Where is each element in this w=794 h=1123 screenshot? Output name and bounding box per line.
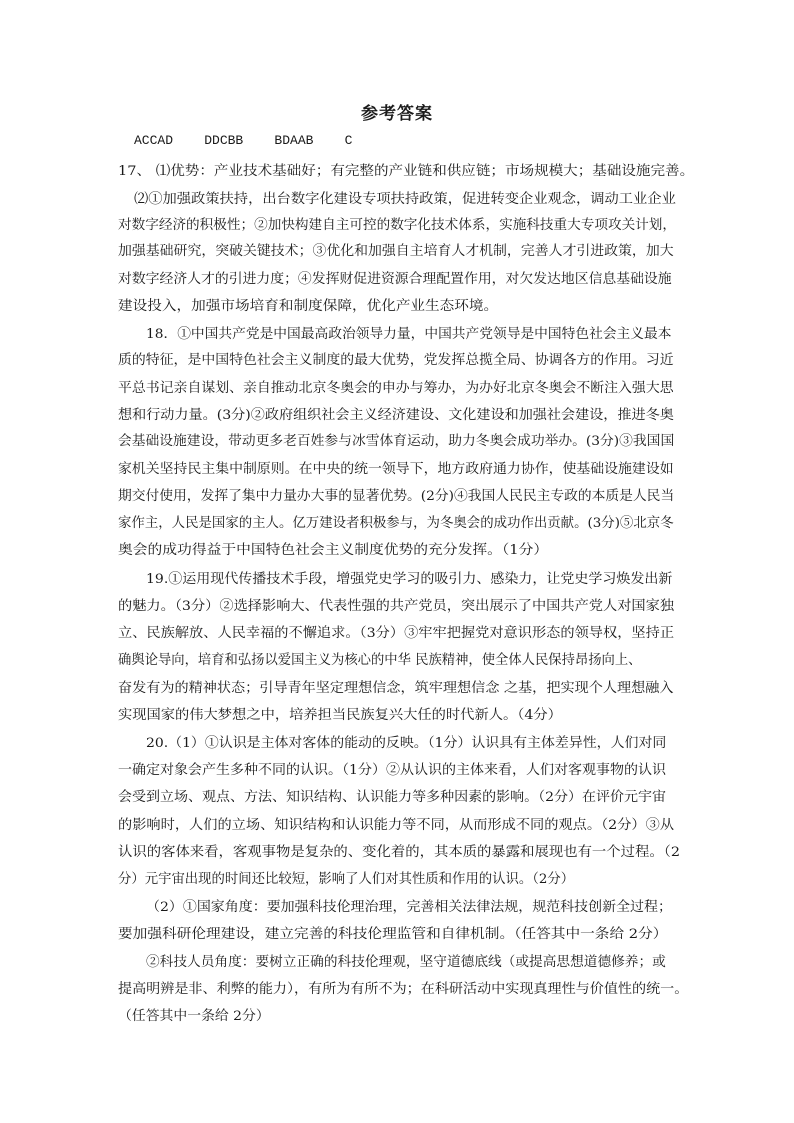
answer-20-line: 20.（1）①认识是主体对客体的能动的反映。（1分）认识具有主体差异性，人们对同 (146, 736, 667, 751)
answer-20-line: 认识的客体来看，客观事物是复杂的、变化着的，其本质的暴露和展现也有一个过程。（2 (118, 845, 681, 860)
answer-17-part2-line: 建设投入，加强市场培育和制度保障，优化产业生态环境。 (118, 299, 499, 314)
answer-20-part2-line: ②科技人员角度：要树立正确的科技伦理观，坚守道德底线（或提高思想道德修养；或 (146, 955, 666, 970)
answer-19-line: 的魅力。（3分）②选择影响大、代表性强的共产党员，突出展示了中国共产党人对国家独 (118, 599, 675, 614)
answer-18-line: 质的特征，是中国特色社会主义制度的最大优势，党发挥总揽全局、协调各方的作用。习近 (118, 353, 674, 368)
answer-18-line: 期交付使用，发挥了集中力量办大事的显著优势。(2分)④我国人民民主专政的本质是人民当 (118, 489, 675, 504)
answer-18-line: 平总书记亲自谋划、亲自推动北京冬奥会的申办与筹办，为办好北京冬奥会不断注入强大思 (118, 381, 674, 396)
answer-20-line: 分）元宇宙出现的时间还比较短，影响了人们对其性质和作用的认识。（2分） (118, 872, 575, 887)
answer-19-line: 19.①运用现代传播技术手段，增强党史学习的吸引力、感染力，让党史学习焕发出新 (146, 572, 673, 587)
answer-17-part2-line: 加强基础研究，突破关键技术；③优化和加强自主培育人才机制，完善人才引进政策，加大 (118, 244, 674, 259)
answer-20-line: 的影响时，人们的立场、知识结构和认识能力等不同，从而形成不同的观点。（2分）③从 (118, 818, 675, 833)
answer-19-line: 立、民族解放、人民幸福的不懈追求。（3分）③牢牢把握党对意识形态的领导权，坚持正 (118, 626, 675, 641)
answer-20-part2-line: （2）①国家角度：要加强科技伦理治理，完善相关法律法规，规范科技创新全过程； (146, 900, 672, 915)
answer-19-line: 确舆论导向，培育和弘扬以爱国主义为核心的中华 民族精神，使全体人民保持昂扬向上、 (118, 653, 642, 668)
answer-18-line: 会基础设施建设，带动更多老百姓参与冰雪体育运动，助力冬奥会成功举办。(3分)③我国国 (118, 434, 675, 449)
page-title: 参考答案 (361, 104, 433, 124)
answer-20-part2-line: （任答其中一条给 2分） (118, 1009, 270, 1024)
answer-18-line: 奥会的成功得益于中国特色社会主义制度优势的充分发挥。（1分） (118, 543, 549, 558)
answer-20-part2-line: 提高明辨是非、利弊的能力），有所为有所不为；在科研活动中实现真理性与价值性的统一。 (118, 982, 689, 997)
answer-18-line: 18．①中国共产党是中国最高政治领导力量，中国共产党领导是中国特色社会主义最本 (146, 327, 672, 342)
answer-18-line: 家机关坚持民主集中制原则。在中央的统一领导下，地方政府通力协作，使基础设施建设如 (118, 462, 674, 477)
answer-17-part1: 17、 ⑴优势：产业技术基础好；有完整的产业链和供应链；市场规模大；基础设施完善。 (118, 164, 695, 179)
answer-19-line: 奋发有为的精神状态；引导青年坚定理想信念，筑牢理想信念 之基，把实现个人理想融入 (118, 681, 674, 696)
answer-17-part2-line: 对数字经济人才的引进力度；④发挥财促进资源合理配置作用，对欠发达地区信息基础设施 (118, 272, 672, 287)
answer-18-line: 想和行动力量。(3分)②政府组织社会主义经济建设、文化建设和加强社会建设，推进冬奥 (118, 408, 674, 423)
answer-18-line: 家作主，人民是国家的主人。亿万建设者积极参与，为冬奥会的成功作出贡献。(3分)⑤北京冬 (118, 516, 674, 531)
answer-20-part2-line: 要加强科研伦理建设，建立完善的科技伦理监管和自律机制。（任答其中一条给 2分） (118, 927, 668, 942)
answer-20-line: 一确定对象会产生多种不同的认识。（1分）②从认识的主体来看，人们对客观事物的认识 (118, 763, 667, 778)
answer-20-line: 会受到立场、观点、方法、知识结构、认识能力等多种因素的影响。（2分）在评价元宇宙 (118, 790, 667, 805)
choice-answers: ACCAD DDCBB BDAAB C (134, 133, 353, 148)
answer-17-part2-line: ⑵①加强政策扶持，出台数字化建设专项扶持政策，促进转变企业观念，调动工业企业 (134, 192, 676, 207)
answer-19-line: 实现国家的伟大梦想之中，培养担当民族复兴大任的时代新人。（4分） (118, 708, 562, 723)
answer-17-part2-line: 对数字经济的积极性；②加快构建自主可控的数字化技术体系，实施科技重大专项攻关计划， (118, 218, 677, 233)
